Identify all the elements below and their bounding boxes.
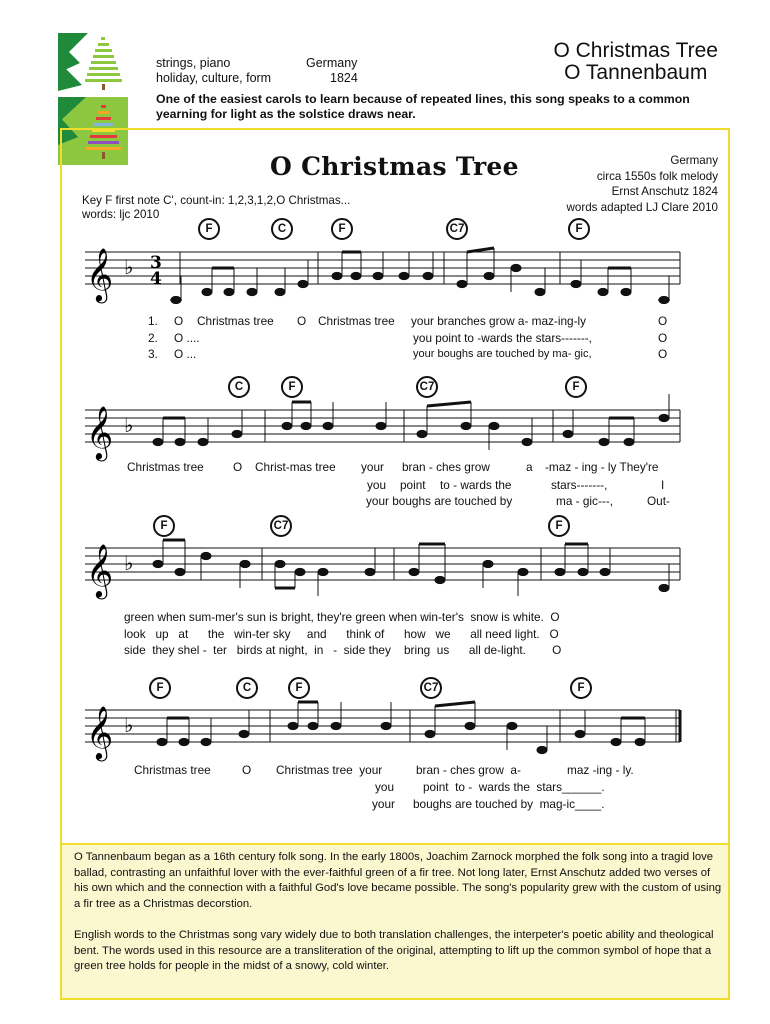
treble-clef-icon: 𝄞	[86, 247, 114, 301]
lyric-syllable: Christmas tree	[197, 314, 274, 328]
words-credit: words: ljc 2010	[82, 208, 160, 221]
lyric-syllable: O	[658, 314, 668, 328]
lyric-syllable: bran - ches grow a-	[416, 763, 521, 777]
origin-year: 1824	[330, 71, 358, 85]
page-title-german: O Tannenbaum	[564, 61, 708, 84]
treble-clef-icon: 𝄞	[86, 705, 114, 759]
page-title-english: O Christmas Tree	[553, 39, 718, 62]
lyric-line: your boughs are touched by	[366, 494, 513, 508]
svg-text:4: 4	[150, 269, 162, 289]
staff-system-1	[85, 247, 680, 304]
lyric-syllable: O ....	[174, 331, 200, 345]
lyric-syllable: O	[658, 331, 668, 345]
lyric-syllable: O	[658, 347, 668, 361]
lyric-line: you point to -wards the stars-------,	[413, 331, 592, 345]
staff-system-3	[85, 540, 680, 599]
lyric-syllable: O ...	[174, 347, 197, 361]
lyric-syllable: stars-------,	[551, 478, 608, 492]
chord-symbol: C	[228, 376, 250, 398]
credit-words: words adapted LJ Clare 2010	[566, 200, 718, 214]
history-paragraph: O Tannenbaum began as a 16th century folk song. In the early 1800s, Joachim Zarnock morphed the folk song into a tragid love ballad, contrasting an unfaithful lover with the ever-faithful green of a fir tree. Not long later, Ernst Anschutz added two verses of his own which and the connection with a faithful God's love became possible. The song's popularity grew with the custom of using a fir tree as a Christmas decorstion.	[74, 851, 722, 910]
song-description: One of the easiest carols to learn because of repeated lines, this song speaks to a common yearning for light as the solstice draws near.	[156, 92, 690, 121]
chord-symbol: F	[288, 677, 310, 699]
lyric-line: point to - wards the stars______.	[423, 780, 605, 794]
history-paragraph: English words to the Christmas song vary widely due to both translation challenges, the interpeter's poetic ability and theological bent. The words used in this resource are a transliteration of the original, attempting to lift up the common symbol of hope that a green tree holds for people in the midst of a snowy, cold winter.	[74, 929, 714, 973]
lyric-syllable: O	[233, 460, 243, 474]
chord-symbol: F	[548, 515, 570, 537]
tag-list: holiday, culture, form	[156, 71, 272, 85]
chord-symbol: F	[331, 218, 353, 240]
lyric-syllable: maz -ing - ly.	[567, 763, 634, 777]
verse-number: 1.	[148, 314, 158, 328]
staff-system-2	[85, 394, 680, 461]
lyric-line: green when sum-mer's sun is bright, they're green when win-ter's snow is white. O	[124, 610, 560, 624]
lyric-syllable: Christ-mas tree	[255, 460, 336, 474]
chord-symbol: F	[568, 218, 590, 240]
credit-melody: circa 1550s folk melody	[596, 169, 718, 183]
lyric-syllable: O	[242, 763, 252, 777]
chord-symbol: F	[281, 376, 303, 398]
verse-number: 2.	[148, 331, 158, 345]
chord-symbol: C7	[420, 677, 442, 699]
lyric-line: side they shel - ter birds at night, in - side they bring us all de-light. O	[124, 643, 562, 657]
chord-symbol: F	[565, 376, 587, 398]
lyric-syllable: Christmas tree	[318, 314, 395, 328]
lyric-syllable: you	[375, 780, 395, 794]
lyric-syllable: ma - gic---,	[556, 494, 614, 508]
chord-symbol: F	[153, 515, 175, 537]
chord-symbol: F	[149, 677, 171, 699]
lyric-syllable: you	[367, 478, 387, 492]
credit-country: Germany	[670, 154, 718, 167]
sheet-title-text: O Christmas Tree	[270, 152, 519, 181]
lyric-line: your branches grow a- maz-ing-ly	[411, 314, 587, 328]
svg-text:♭: ♭	[124, 713, 134, 737]
lyric-line: look up at the win-ter sky and think of how we all need light. O	[124, 627, 559, 641]
instrument-list: strings, piano	[156, 56, 231, 70]
lyric-syllable: your	[361, 460, 384, 474]
chord-symbol: F	[198, 218, 220, 240]
svg-text:♭: ♭	[124, 413, 134, 437]
lyric-syllable: O	[174, 314, 184, 328]
chord-symbol: C7	[446, 218, 468, 240]
chord-symbol: F	[570, 677, 592, 699]
svg-text:♭: ♭	[124, 551, 134, 575]
lyric-syllable: to - wards the	[440, 478, 512, 492]
lyric-syllable: Out-	[647, 494, 670, 508]
chord-symbol: C7	[416, 376, 438, 398]
staff-system-4	[85, 702, 680, 761]
lyric-syllable: -maz - ing - ly They're	[545, 460, 659, 474]
lyric-syllable: I	[661, 478, 665, 492]
lyric-syllable: Christmas tree	[127, 460, 204, 474]
key-signature-info: Key F first note C', count-in: 1,2,3,1,2,O Christmas...	[82, 194, 351, 207]
lyric-line: boughs are touched by mag-ic____.	[413, 797, 605, 811]
chord-symbol: C	[271, 218, 293, 240]
lyric-syllable: Christmas tree	[134, 763, 211, 777]
lyric-syllable: bran - ches grow	[402, 460, 490, 474]
credit-author: Ernst Anschutz 1824	[611, 185, 718, 198]
lyric-syllable: a	[526, 460, 533, 474]
treble-clef-icon: 𝄞	[86, 405, 114, 459]
lyric-syllable: point	[400, 478, 426, 492]
lyric-line: your boughs are touched by ma- gic,	[413, 348, 592, 360]
chord-symbol: C7	[270, 515, 292, 537]
lyric-syllable: your	[372, 797, 395, 811]
lyric-syllable: Christmas tree your	[276, 763, 383, 777]
chord-symbol: C	[236, 677, 258, 699]
treble-clef-icon: 𝄞	[86, 543, 114, 597]
origin-country: Germany	[306, 56, 358, 70]
lyric-syllable: O	[297, 314, 307, 328]
svg-text:♭: ♭	[124, 255, 134, 279]
svg-text:3: 3	[150, 253, 162, 273]
verse-number: 3.	[148, 347, 158, 361]
